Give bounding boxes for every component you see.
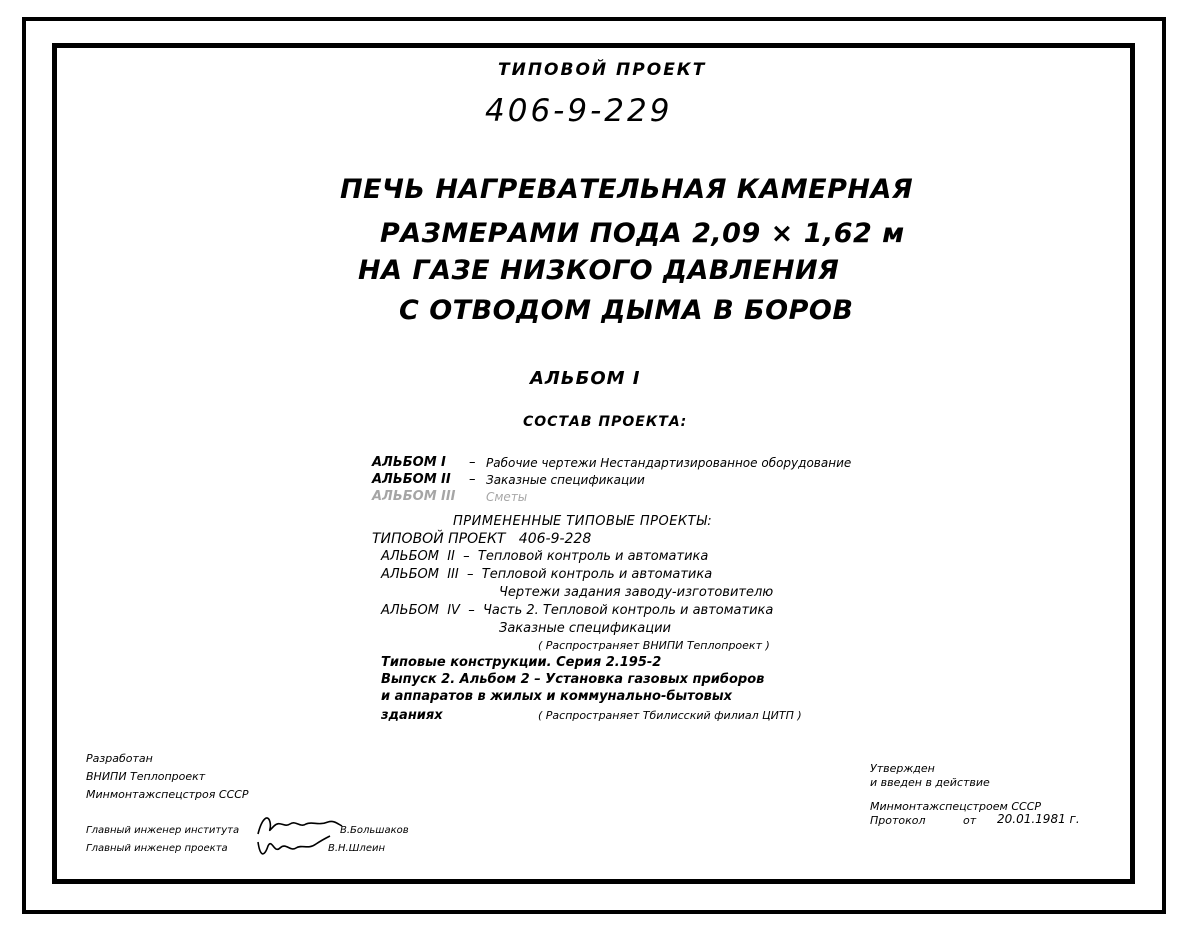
album-label: АЛЬБОМ I — [530, 368, 641, 389]
chief-project-signature — [254, 834, 334, 860]
chief-project-name: В.Н.Шлеин — [328, 843, 386, 854]
composition-album-1-label: АЛЬБОМ — [372, 455, 437, 470]
applied-project: ТИПОВОЙ ПРОЕКТ 406-9-228 — [372, 531, 592, 547]
composition-album-1-num: I — [441, 455, 446, 470]
composition-album-1-text: Рабочие чертежи Нестандартизированное оборудование — [486, 456, 852, 470]
composition-album-2-dash: – — [469, 472, 476, 487]
composition-album-2-text: Заказные спецификации — [486, 473, 645, 487]
title-line-2: РАЗМЕРАМИ ПОДА 2,09 × 1,62 м — [380, 218, 905, 249]
applied-line-10b: ( Распространяет Тбилисский филиал ЦИТП ) — [538, 709, 802, 722]
chief-institute-name: В.Большаков — [340, 825, 409, 836]
applied-heading: ПРИМЕНЕННЫЕ ТИПОВЫЕ ПРОЕКТЫ: — [453, 514, 713, 529]
approval-protocol-date: 20.01.1981 г. — [997, 812, 1080, 826]
composition-album-2-num: II — [441, 472, 451, 487]
chief-institute-label: Главный инженер института — [86, 825, 240, 836]
developer-line-3: Минмонтажспецстроя СССР — [86, 788, 249, 801]
applied-line-1: АЛЬБОМ II – Тепловой контроль и автоматика — [381, 549, 709, 564]
applied-line-9: и аппаратов в жилых и коммунально-бытовых — [381, 689, 733, 704]
composition-heading: СОСТАВ ПРОЕКТА: — [523, 414, 688, 430]
applied-line-5: Заказные спецификации — [499, 621, 671, 636]
applied-line-3: Чертежи задания заводу-изготовителю — [499, 585, 774, 600]
applied-line-8: Выпуск 2. Альбом 2 – Установка газовых приборов — [381, 672, 765, 687]
project-type: ТИПОВОЙ ПРОЕКТ — [498, 60, 707, 80]
applied-line-4: АЛЬБОМ IV – Часть 2. Тепловой контроль и автоматика — [381, 603, 774, 618]
approval-protocol-from: от — [963, 814, 977, 827]
applied-line-7: Типовые конструкции. Серия 2.195-2 — [381, 655, 662, 670]
composition-album-3-label: АЛЬБОМ — [372, 489, 437, 504]
title-line-4: С ОТВОДОМ ДЫМА В БОРОВ — [399, 295, 854, 326]
approval-line-3: Минмонтажспецстроем СССР — [870, 800, 1042, 813]
composition-album-3-num: III — [441, 489, 456, 504]
chief-project-label: Главный инженер проекта — [86, 843, 228, 854]
title-line-1: ПЕЧЬ НАГРЕВАТЕЛЬНАЯ КАМЕРНАЯ — [340, 174, 914, 205]
applied-line-10a: зданиях — [381, 708, 443, 723]
developer-line-2: ВНИПИ Теплопроект — [86, 770, 206, 783]
applied-line-6: ( Распространяет ВНИПИ Теплопроект ) — [538, 639, 770, 652]
title-line-3: НА ГАЗЕ НИЗКОГО ДАВЛЕНИЯ — [358, 255, 840, 286]
project-number: 406-9-229 — [485, 93, 673, 129]
composition-album-3-text: Сметы — [486, 490, 528, 504]
approval-line-1: Утвержден — [870, 762, 935, 775]
approval-line-2: и введен в действие — [870, 776, 990, 789]
composition-album-2-label: АЛЬБОМ — [372, 472, 437, 487]
approval-protocol-label: Протокол — [870, 814, 926, 827]
applied-line-2: АЛЬБОМ III – Тепловой контроль и автоматика — [381, 567, 713, 582]
composition-album-1-dash: – — [469, 455, 476, 470]
developer-line-1: Разработан — [86, 752, 153, 765]
